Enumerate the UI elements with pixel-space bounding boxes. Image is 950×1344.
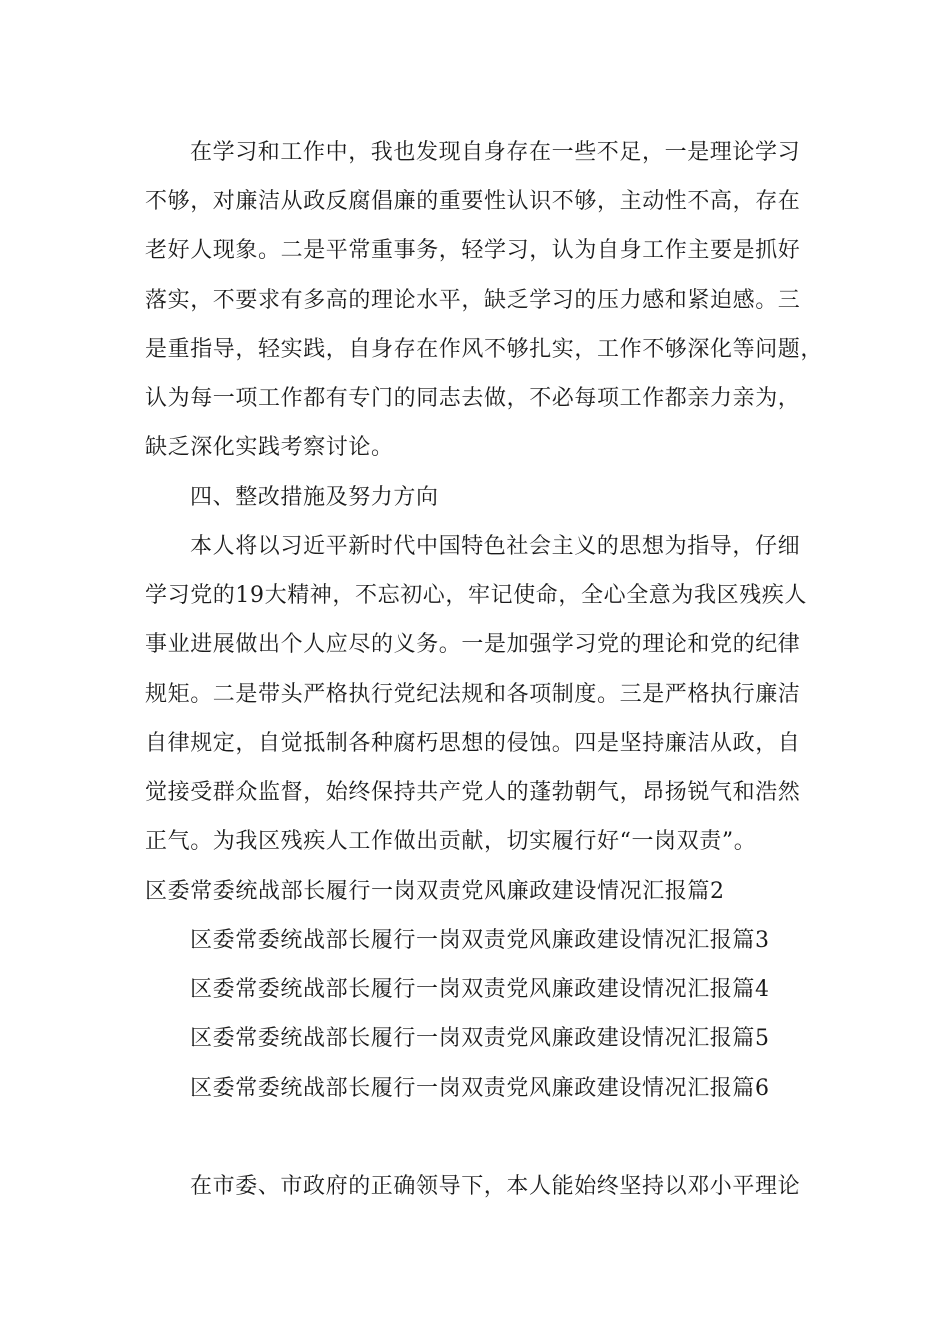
paragraph-1-line-3: 老好人现象。二是平常重事务，轻学习，认为自身工作主要是抓好 xyxy=(145,238,801,263)
paragraph-1-line-1: 在学习和工作中，我也发现自身存在一些不足，一是理论学习 xyxy=(190,140,801,165)
paragraph-3-line-1: 在市委、市政府的正确领导下，本人能始终坚持以邓小平理论 xyxy=(190,1174,801,1199)
paragraph-2-line-2: 学习党的19大精神，不忘初心，牢记使命，全心全意为我区残疾人 xyxy=(145,583,807,608)
paragraph-2-line-1: 本人将以习近平新时代中国特色社会主义的思想为指导，仔细 xyxy=(190,534,801,559)
article-link-6[interactable]: 区委常委统战部长履行一岗双责党风廉政建设情况汇报篇6 xyxy=(190,1076,770,1101)
article-link-3[interactable]: 区委常委统战部长履行一岗双责党风廉政建设情况汇报篇3 xyxy=(190,928,770,953)
paragraph-1-line-6: 认为每一项工作都有专门的同志去做，不必每项工作都亲力亲为， xyxy=(145,386,801,411)
paragraph-1-line-2: 不够，对廉洁从政反腐倡廉的重要性认识不够，主动性不高，存在 xyxy=(145,189,801,214)
paragraph-2-line-7: 正气。为我区残疾人工作做出贡献，切实履行好“一岗双责”。 xyxy=(145,829,757,854)
article-link-5[interactable]: 区委常委统战部长履行一岗双责党风廉政建设情况汇报篇5 xyxy=(190,1026,770,1051)
paragraph-2-line-4: 规矩。二是带头严格执行党纪法规和各项制度。三是严格执行廉洁 xyxy=(145,682,801,707)
article-link-4[interactable]: 区委常委统战部长履行一岗双责党风廉政建设情况汇报篇4 xyxy=(190,977,770,1002)
article-link-2[interactable]: 区委常委统战部长履行一岗双责党风廉政建设情况汇报篇2 xyxy=(145,879,725,904)
paragraph-1-line-4: 落实，不要求有多高的理论水平，缺乏学习的压力感和紧迫感。三 xyxy=(145,288,801,313)
paragraph-2-line-6: 觉接受群众监督，始终保持共产党人的蓬勃朝气，昂扬锐气和浩然 xyxy=(145,780,801,805)
section-heading: 四、整改措施及努力方向 xyxy=(190,485,439,510)
paragraph-2-line-5: 自律规定，自觉抵制各种腐朽思想的侵蚀。四是坚持廉洁从政，自 xyxy=(145,731,801,756)
paragraph-1-line-5: 是重指导，轻实践，自身存在作风不够扎实，工作不够深化等问题， xyxy=(145,337,824,362)
paragraph-2-line-3: 事业进展做出个人应尽的义务。一是加强学习党的理论和党的纪律 xyxy=(145,632,801,657)
paragraph-1-line-7: 缺乏深化实践考察讨论。 xyxy=(145,435,394,460)
